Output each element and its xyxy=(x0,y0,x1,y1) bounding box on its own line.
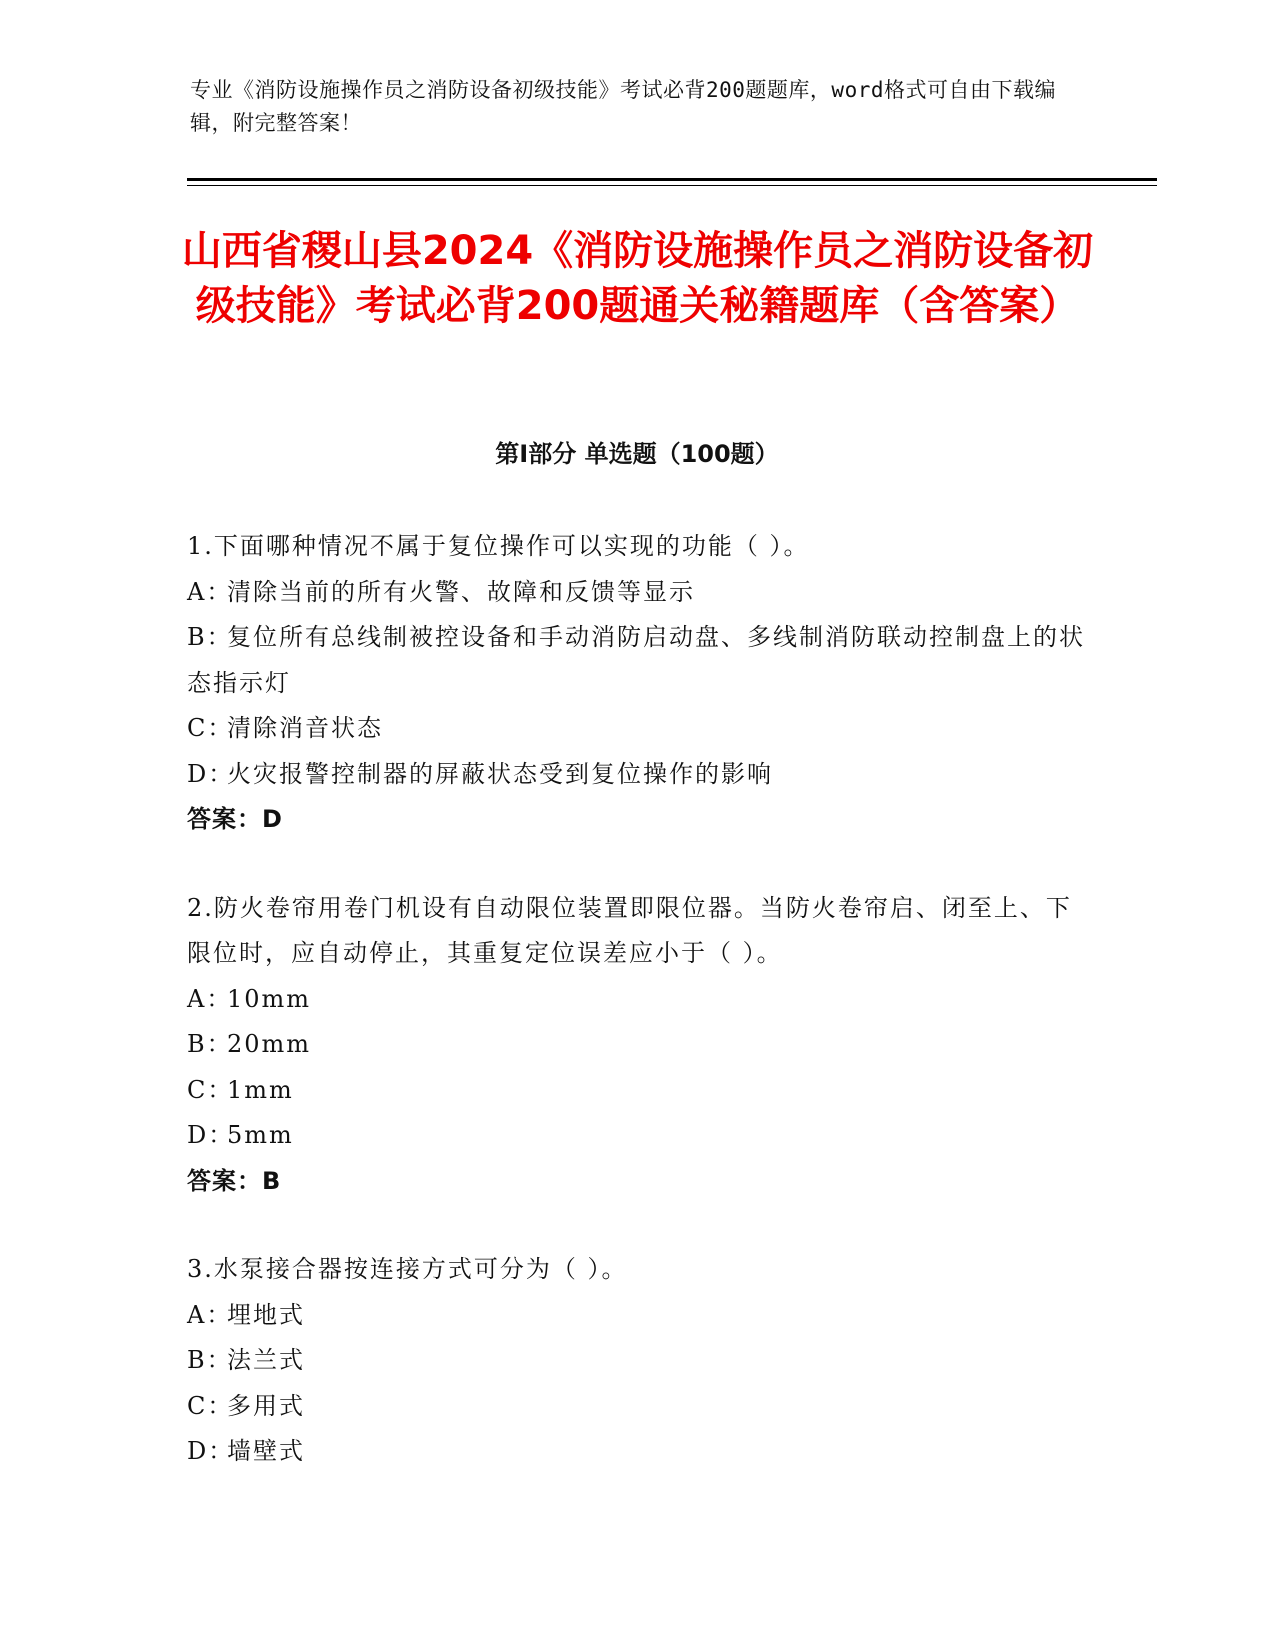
option-text: 清除消音状态 xyxy=(227,714,383,742)
header-note: 专业《消防设施操作员之消防设备初级技能》考试必背200题题库，word格式可自由下载编辑，附完整答案！ xyxy=(190,78,1056,135)
option-key: B： xyxy=(187,623,233,651)
option-text: 5mm xyxy=(227,1121,294,1149)
option-text: 清除当前的所有火警、故障和反馈等显示 xyxy=(227,577,695,606)
question-2 xyxy=(187,886,1092,1205)
answer-option xyxy=(187,1338,1092,1384)
option-key: D： xyxy=(187,1121,235,1149)
option-key: A： xyxy=(187,1300,233,1329)
option-key: A： xyxy=(187,577,233,606)
answer-line: 答案：D xyxy=(187,805,283,833)
option-text: 20mm xyxy=(227,1030,312,1058)
option-key: D： xyxy=(187,1437,235,1465)
answer-option xyxy=(187,615,1092,706)
section-title: 第I部分 单选题（100题） xyxy=(495,440,779,468)
option-text: 墙壁式 xyxy=(227,1437,305,1465)
answer-line: 答案：B xyxy=(187,1166,282,1195)
option-key: B： xyxy=(187,1030,233,1058)
option-key: C： xyxy=(187,1075,234,1104)
option-text: 10mm xyxy=(227,984,312,1013)
answer-option xyxy=(187,1022,1092,1068)
answer-option xyxy=(187,1113,1092,1159)
answer-option xyxy=(187,752,1092,798)
question-list xyxy=(187,524,1092,1518)
option-key: D： xyxy=(187,759,235,788)
header-divider-thick xyxy=(187,178,1157,181)
question-3 xyxy=(187,1247,1092,1475)
answer-option xyxy=(187,570,1092,616)
answer-option xyxy=(187,1384,1092,1430)
question-stem: 3.水泵接合器按连接方式可分为（ ）。 xyxy=(187,1255,628,1283)
answer-option xyxy=(187,977,1092,1023)
header-divider-thin xyxy=(187,185,1157,186)
option-key: A： xyxy=(187,984,233,1013)
option-text: 复位所有总线制被控设备和手动消防启动盘、多线制消防联动控制盘上的状态指示灯 xyxy=(187,623,1085,697)
document-title: 山西省稷山县2024《消防设施操作员之消防设备初级技能》考试必背200题通关秘籍题库（含答案） xyxy=(181,228,1094,329)
option-text: 法兰式 xyxy=(227,1346,305,1374)
answer-option xyxy=(187,1429,1092,1475)
answer-option xyxy=(187,1293,1092,1339)
question-1 xyxy=(187,524,1092,843)
option-text: 多用式 xyxy=(227,1391,305,1420)
option-key: B： xyxy=(187,1346,233,1374)
answer-option xyxy=(187,706,1092,752)
option-text: 埋地式 xyxy=(227,1300,305,1329)
option-key: C： xyxy=(187,714,234,742)
question-stem: 1.下面哪种情况不属于复位操作可以实现的功能（ ）。 xyxy=(187,532,810,560)
question-stem: 2.防火卷帘用卷门机设有自动限位装置即限位器。当防火卷帘启、闭至上、下限位时，应自动停止，其重复定位误差应小于（ ）。 xyxy=(187,893,1072,967)
answer-option xyxy=(187,1068,1092,1114)
option-text: 1mm xyxy=(227,1075,294,1104)
option-text: 火灾报警控制器的屏蔽状态受到复位操作的影响 xyxy=(227,759,773,788)
option-key: C： xyxy=(187,1391,234,1420)
